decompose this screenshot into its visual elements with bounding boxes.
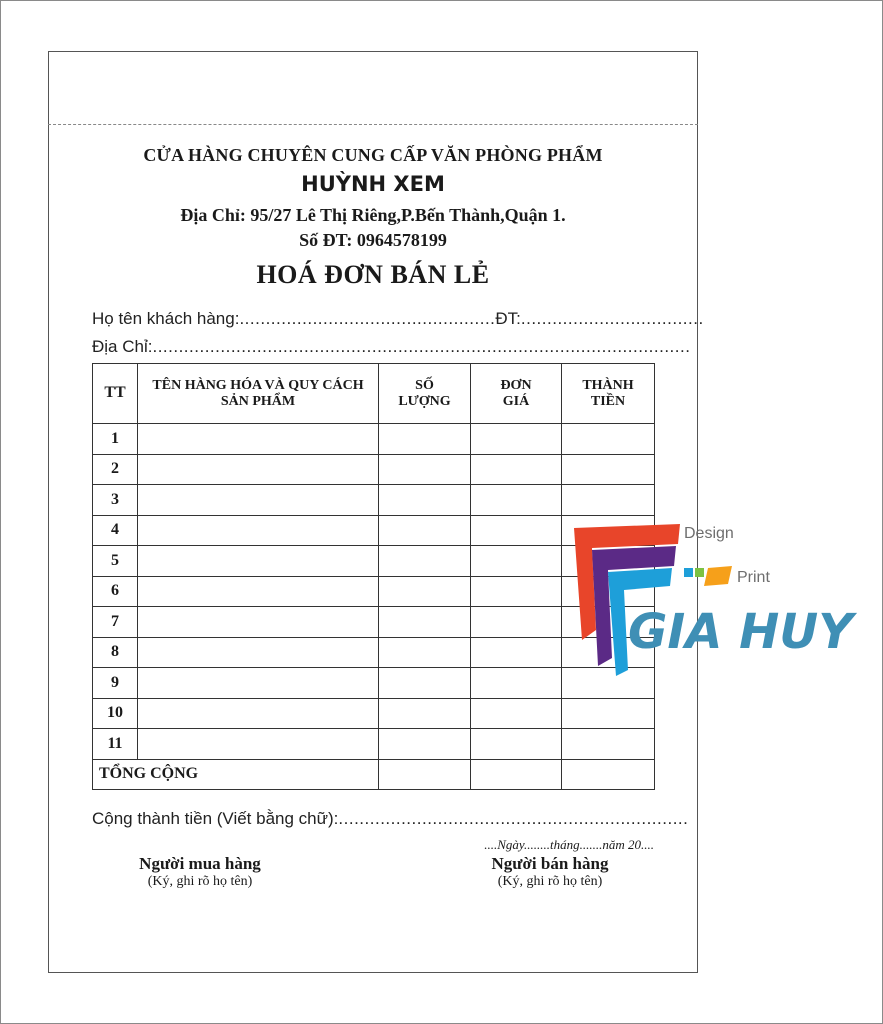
table-row: [93, 454, 655, 485]
row-number: 3: [93, 485, 138, 516]
row-quantity-cell[interactable]: [379, 515, 471, 546]
logo-brand-text: GIA HUY: [628, 604, 854, 660]
customer-phone-dots: ...................................: [520, 309, 704, 328]
col-amount: THÀNH TIỀN: [562, 364, 655, 424]
row-quantity-cell[interactable]: [379, 546, 471, 577]
table-row: [93, 637, 655, 668]
table-row: [93, 515, 655, 546]
buyer-title: Người mua hàng: [139, 854, 261, 873]
row-number: 6: [93, 576, 138, 607]
logo-square-blue: [684, 568, 693, 577]
shop-phone: Số ĐT: 0964578199: [299, 230, 447, 250]
logo-design-text: Design: [684, 525, 734, 542]
col-quantity: SỐ LƯỢNG: [379, 364, 471, 424]
customer-name-dots: .................................................: [239, 309, 496, 328]
row-product-cell[interactable]: [138, 454, 379, 485]
row-product-cell[interactable]: [138, 546, 379, 577]
row-price-cell[interactable]: [471, 698, 562, 729]
row-product-cell[interactable]: [138, 607, 379, 638]
amount-in-words-label: Cộng thành tiền (Viết bằng chữ):: [92, 809, 339, 828]
total-row: [93, 759, 655, 790]
buyer-signature: [110, 854, 290, 890]
table-header-row: [93, 364, 655, 424]
row-amount-cell[interactable]: [562, 698, 655, 729]
total-label: TỔNG CỘNG: [93, 759, 379, 790]
customer-address-dots: .......................................................................................................: [152, 337, 691, 356]
row-number: 7: [93, 607, 138, 638]
customer-phone-label: ĐT:: [495, 309, 521, 328]
row-quantity-cell[interactable]: [379, 729, 471, 760]
table-row: [93, 698, 655, 729]
table-row: [93, 607, 655, 638]
customer-address-label: Địa Chỉ:: [92, 337, 153, 356]
logo-square-green: [695, 568, 704, 577]
invoice-title: HOÁ ĐƠN BÁN LẺ: [256, 260, 490, 289]
row-number: 4: [93, 515, 138, 546]
row-number: 1: [93, 424, 138, 455]
row-quantity-cell[interactable]: [379, 485, 471, 516]
row-product-cell[interactable]: [138, 576, 379, 607]
customer-address-line: [92, 337, 691, 357]
seller-title: Người bán hàng: [491, 854, 609, 873]
col-product-name: TÊN HÀNG HÓA VÀ QUY CÁCH SẢN PHẨM: [138, 364, 379, 424]
row-product-cell[interactable]: [138, 698, 379, 729]
row-product-cell[interactable]: [138, 637, 379, 668]
row-price-cell[interactable]: [471, 576, 562, 607]
shop-address: Địa Chỉ: 95/27 Lê Thị Riêng,P.Bến Thành,Quận 1.: [180, 205, 566, 225]
row-number: 8: [93, 637, 138, 668]
row-product-cell[interactable]: [138, 424, 379, 455]
amount-in-words-dots: ...................................................................: [338, 809, 689, 828]
customer-name-line: [92, 309, 704, 329]
row-price-cell[interactable]: [471, 454, 562, 485]
row-product-cell[interactable]: [138, 729, 379, 760]
buyer-subtitle: (Ký, ghi rõ họ tên): [147, 874, 253, 889]
row-number: 9: [93, 668, 138, 699]
row-amount-cell[interactable]: [562, 485, 655, 516]
table-row: [93, 668, 655, 699]
row-quantity-cell[interactable]: [379, 607, 471, 638]
perforation-line: [48, 124, 698, 125]
seller-subtitle: (Ký, ghi rõ họ tên): [497, 874, 603, 889]
row-product-cell[interactable]: [138, 668, 379, 699]
row-price-cell[interactable]: [471, 485, 562, 516]
row-amount-cell[interactable]: [562, 729, 655, 760]
row-price-cell[interactable]: [471, 607, 562, 638]
table-row: [93, 576, 655, 607]
row-price-cell[interactable]: [471, 515, 562, 546]
row-quantity-cell[interactable]: [379, 576, 471, 607]
logo-orange-tab: [704, 566, 732, 586]
owner-name: HUỲNH XEM: [301, 172, 445, 196]
row-product-cell[interactable]: [138, 515, 379, 546]
col-tt: TT: [93, 364, 138, 424]
row-quantity-cell[interactable]: [379, 668, 471, 699]
table-row: [93, 546, 655, 577]
seller-signature: [460, 854, 640, 890]
row-quantity-cell[interactable]: [379, 424, 471, 455]
row-quantity-cell[interactable]: [379, 637, 471, 668]
row-number: 11: [93, 729, 138, 760]
row-amount-cell[interactable]: [562, 424, 655, 455]
row-quantity-cell[interactable]: [379, 698, 471, 729]
row-price-cell[interactable]: [471, 546, 562, 577]
row-number: 5: [93, 546, 138, 577]
row-price-cell[interactable]: [471, 637, 562, 668]
gia-huy-logo: [572, 520, 854, 680]
table-row: [93, 424, 655, 455]
row-product-cell[interactable]: [138, 485, 379, 516]
items-table: [92, 363, 655, 790]
col-unit-price: ĐƠN GIÁ: [471, 364, 562, 424]
table-row: [93, 485, 655, 516]
row-price-cell[interactable]: [471, 729, 562, 760]
row-price-cell[interactable]: [471, 424, 562, 455]
shop-line: CỬA HÀNG CHUYÊN CUNG CẤP VĂN PHÒNG PHẨM: [143, 145, 603, 165]
row-quantity-cell[interactable]: [379, 454, 471, 485]
logo-print-text: Print: [737, 569, 770, 586]
customer-name-label: Họ tên khách hàng:: [92, 309, 240, 328]
row-amount-cell[interactable]: [562, 454, 655, 485]
row-number: 10: [93, 698, 138, 729]
amount-in-words-line: [92, 809, 689, 829]
date-line: ....Ngày........tháng.......năm 20....: [484, 837, 654, 852]
table-row: [93, 729, 655, 760]
row-price-cell[interactable]: [471, 668, 562, 699]
row-number: 2: [93, 454, 138, 485]
